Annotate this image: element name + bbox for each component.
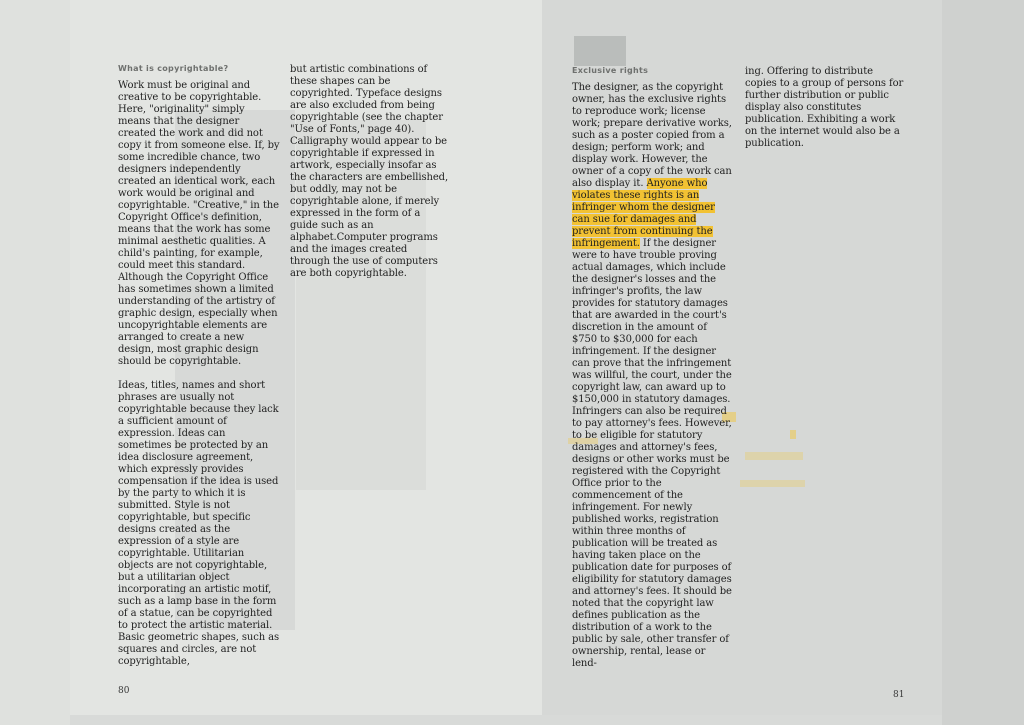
highlighted-text: Anyone who violates these rights is an infringer whom the designer can sue for damages and prevent from continuing the infringement. [572,178,715,249]
highlighter-smudge [790,430,796,439]
body-paragraph [572,82,732,670]
highlighter-smudge [745,452,803,460]
body-paragraph: ing. Offering to distribute copies to a group of persons for further distribution or public display also constitutes publication. Exhibiting a work on the internet would also be a publication. [745,66,904,149]
highlighter-smudge [740,480,805,487]
right-column-1 [572,66,732,670]
scan-margin-left [0,0,70,725]
body-paragraph: but artistic combinations of these shapes can be copyrighted. Typeface designs are also excluded from being copyrightable (see the chapter "Use of Fonts," page 40). Calligraphy would appear to be copyrightable if expressed in artwork, especially insofar as the characters are embellished, but oddly, may not be copyrightable alone, if merely expressed in the form of a guide such as an alphabet.Computer programs and the images created through the use of computers are both copyrightable. [290,64,449,279]
section-heading: What is copyrightable? [118,64,229,73]
page-number: 81 [893,690,905,700]
right-column-2 [745,66,905,150]
scan-margin-right [942,0,1024,725]
body-text: The designer, as the copyright owner, has the exclusive rights to reproduce work; license work; prepare derivative works, such as a poster copied from a design; perform work; and display work. However, the owner of a copy of the work can also display it. [572,82,732,189]
section-tab-marker [574,36,626,66]
left-column-2 [290,64,450,280]
body-paragraph: Work must be original and creative to be copyrightable. Here, "originality" simply means that the designer created the work and did not copy it from someone else. If, by some incredible chance, two designers independently created an identical work, each work would be original and copyrightable. "Creative," in the Copyright Office's definition, means that the work has some minimal aesthetic qualities. A child's painting, for example, could meet this standard. Although the Copyright Office has sometimes shown a limited understanding of the artistry of graphic design, especially when uncopyrightable elements are arranged to create a new design, most graphic design should be copyrightable. [118,80,280,367]
section-heading: Exclusive rights [572,66,649,75]
left-column-1 [118,64,280,668]
body-paragraph: Ideas, titles, names and short phrases are usually not copyrightable because they lack a sufficient amount of expression. Ideas can sometimes be protected by an idea disclosure agreement, which expressly provides compensation if the idea is used by the party to which it is submitted. Style is not copyrightable, but specific designs created as the expression of a style are copyrightable. Utilitarian objects are not copyrightable, but a utilitarian object incorporating an artistic motif, such as a lamp base in the form of a statue, can be copyrighted to protect the artistic material. Basic geometric shapes, such as squares and circles, are not copyrightable, [118,380,280,667]
body-text: If the designer were to have trouble proving actual damages, which include the designer's losses and the infringer's profits, the law provides for statutory damages that are awarded in the court's discretion in the amount of $750 to $30,000 for each infringement. If the designer can prove that the infringement was willful, the court, under the copyright law, can award up to $150,000 in statutory damages. Infringers can also be required to pay attorney's fees. However, to be eligible for statutory damages and attorney's fees, designs or other works must be registered with the Copyright Office prior to the commencement of the infringement. For newly published works, registration within three months of publication will be treated as having taken place on the publication date for purposes of eligibility for statutory damages and attorney's fees. It should be noted that the copyright law defines publication as the distribution of a work to the public by sale, other transfer of ownership, rental, lease or lend- [572,238,732,669]
page-number: 80 [118,686,130,696]
